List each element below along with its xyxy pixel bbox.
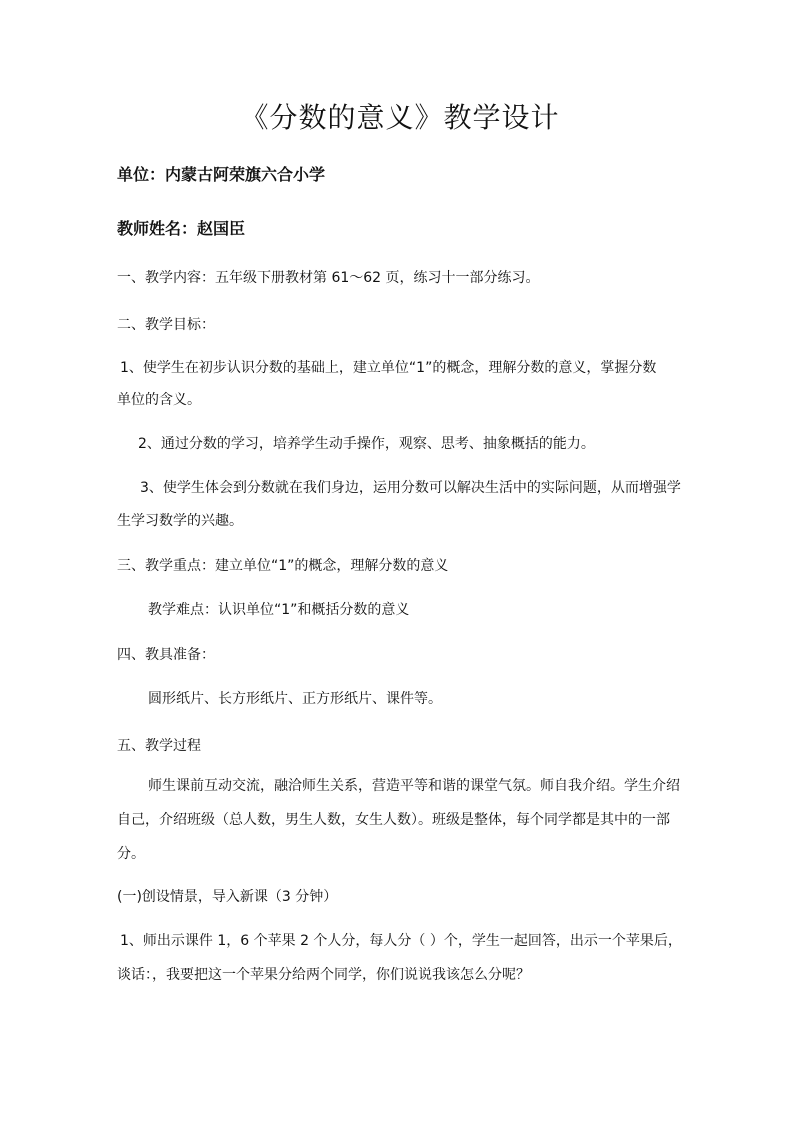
goal-3-line-2: 生学习数学的兴趣。 — [117, 513, 243, 529]
step-1-line-1: 1、师出示课件 1，6 个苹果 2 个人分，每人分（ ）个，学生一起回答，出示一个苹果后， — [120, 933, 682, 949]
goal-2: 2、通过分数的学习，培养学生动手操作，观察、思考、抽象概括的能力。 — [138, 436, 595, 452]
teacher-line: 教师姓名：赵国臣 — [117, 219, 246, 238]
tools-list: 圆形纸片、长方形纸片、正方形纸片、课件等。 — [148, 691, 442, 707]
section-1-heading: (一)创设情景，导入新课（3 分钟） — [117, 889, 338, 905]
tools-heading: 四、教具准备： — [117, 647, 215, 663]
intro-line-2: 自己，介绍班级（总人数，男生人数，女生人数）。班级是整体，每个同学都是其中的一部 — [117, 812, 670, 828]
step-1-line-2: 谈话：，我要把这一个苹果分给两个同学，你们说说我该怎么分呢？ — [117, 967, 530, 983]
document-title: 《分数的意义》教学设计 — [240, 101, 560, 134]
unit-line: 单位：内蒙古阿荣旗六合小学 — [117, 165, 326, 184]
goal-1-line-2: 单位的含义。 — [117, 392, 201, 408]
goals-heading: 二、教学目标： — [117, 317, 215, 333]
teaching-content: 一、教学内容：五年级下册教材第 61～62 页，练习十一部分练习。 — [117, 270, 540, 286]
key-points: 三、教学重点：建立单位“1”的概念，理解分数的意义 — [117, 558, 449, 574]
process-heading: 五、教学过程 — [117, 738, 201, 754]
goal-3-line-1: 3、使学生体会到分数就在我们身边，运用分数可以解决生活中的实际问题，从而增强学 — [140, 480, 681, 496]
goal-1-line-1: 1、使学生在初步认识分数的基础上，建立单位“1”的概念，理解分数的意义，掌握分数 — [120, 360, 657, 376]
intro-line-3: 分。 — [117, 846, 145, 862]
difficulties: 教学难点：认识单位“1”和概括分数的意义 — [148, 602, 410, 618]
intro-line-1: 师生课前互动交流，融洽师生关系，营造平等和谐的课堂气氛。师自我介绍。学生介绍 — [148, 778, 680, 794]
